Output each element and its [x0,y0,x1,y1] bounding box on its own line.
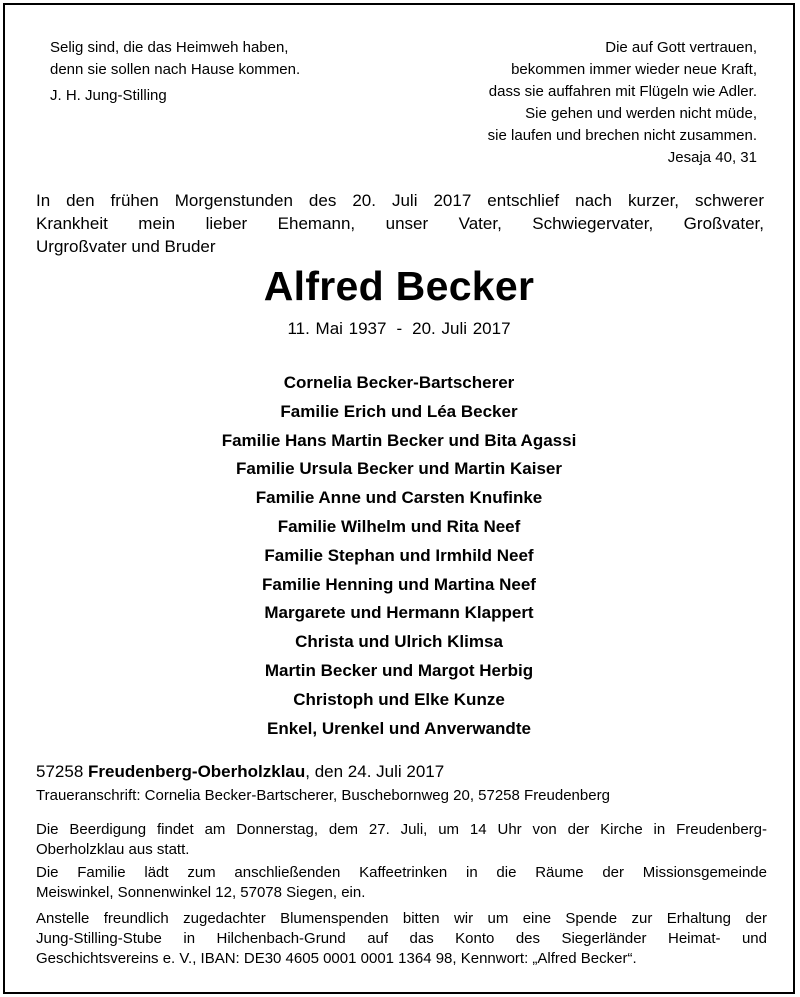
funeral-paragraph [36,820,767,860]
place-and-date [36,760,444,783]
donation-line: Anstelle freundlich zugedachter Blumenspenden bitten wir um eine Spende zur Erhaltung der [36,910,767,927]
intro-line: Urgroßvater und Bruder [36,237,216,256]
mourner-entry: Cornelia Becker-Bartscherer [283,373,515,392]
mourner-entry: Martin Becker und Margot Herbig [264,660,534,680]
mourner-entry: Familie Erich und Léa Becker [280,401,518,421]
birth-date: 11. Mai 1937 [287,319,387,338]
intro-line: Krankheit mein lieber Ehemann, unser Vater, Schwiegervater, Großvater, [36,214,764,233]
mourner-entry: Christoph und Elke Kunze [293,689,505,709]
mourner-entry: Familie Hans Martin Becker und Bita Agassi [221,430,577,450]
place-town: Freudenberg-Oberholzklau [88,762,306,781]
quote-right-line: Sie gehen und werden nicht müde, [525,105,757,122]
mourner-entry: Christa und Ulrich Klimsa [295,632,503,652]
life-dates [5,319,793,339]
quote-right-line: sie laufen und brechen nicht zusammen. [487,127,757,144]
coffee-paragraph [36,863,767,903]
donation-line: Geschichtsvereins e. V., IBAN: DE30 4605 0001 0001 1364 98, Kennwort: „Alfred Becker“. [36,950,637,967]
obituary-notice [3,3,795,994]
deceased-name: Alfred Becker [263,263,535,309]
quote-left-line: Selig sind, die das Heimweh haben, [50,39,289,56]
quote-left-attribution: J. H. Jung-Stilling [50,87,167,104]
intro-line: In den frühen Morgenstunden des 20. Juli 2017 entschlief nach kurzer, schwerer [36,191,764,210]
funeral-line: Oberholzklau aus statt. [36,841,190,858]
coffee-line: Die Familie lädt zum anschließenden Kaffeetrinken in die Räume der Missionsgemeinde [36,864,767,881]
donation-line: Jung-Stilling-Stube in Hilchenbach-Grund auf das Konto des Siegerländer Heimat- und [36,930,767,947]
mourner-entry: Familie Stephan und Irmhild Neef [264,545,534,565]
mourner-entry: Familie Ursula Becker und Martin Kaiser [236,459,562,479]
quote-right-line: bekommen immer wieder neue Kraft, [511,61,757,78]
mourner-entry: Enkel, Urenkel und Anverwandte [267,718,531,738]
date-separator: - [396,319,403,338]
quote-right-attribution: Jesaja 40, 31 [667,149,757,166]
funeral-line: Die Beerdigung findet am Donnerstag, dem 27. Juli, um 14 Uhr von der Kirche in Freudenberg- [36,821,767,838]
quote-right-line: dass sie auffahren mit Flügeln wie Adler. [488,83,757,100]
intro-text [36,189,764,258]
place-zip: 57258 [36,762,84,781]
mourner-entry: Familie Wilhelm und Rita Neef [277,516,521,536]
notice-date: , den 24. Juli 2017 [305,762,445,781]
mourners-list [5,369,793,743]
mourning-address: Traueranschrift: Cornelia Becker-Bartscherer, Buschebornweg 20, 57258 Freudenberg [36,787,610,804]
quote-right [488,37,757,169]
quote-left-line: denn sie sollen nach Hause kommen. [50,61,301,78]
mourner-entry: Familie Henning und Martina Neef [262,574,536,594]
death-date: 20. Juli 2017 [412,319,511,338]
coffee-line: Meiswinkel, Sonnenwinkel 12, 57078 Siegen, ein. [36,884,366,901]
quote-left [50,37,300,107]
donation-paragraph [36,909,767,969]
quote-right-line: Die auf Gott vertrauen, [605,39,757,56]
mourner-entry: Margarete und Hermann Klappert [264,603,534,623]
mourner-entry: Familie Anne und Carsten Knufinke [255,488,543,508]
